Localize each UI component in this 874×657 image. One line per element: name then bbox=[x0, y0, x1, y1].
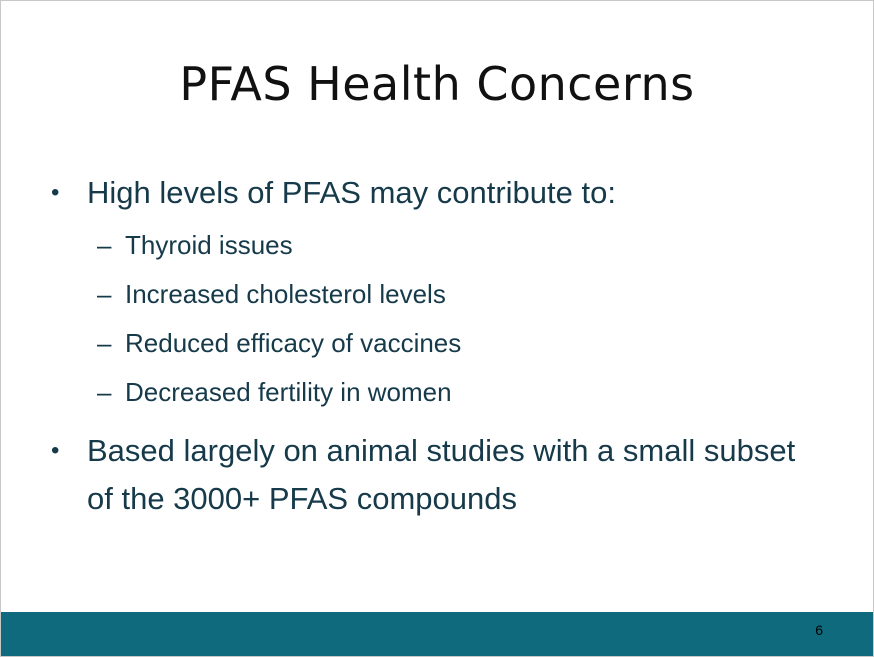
dash-icon: – bbox=[97, 230, 112, 260]
sub-bullet-text: Thyroid issues bbox=[125, 230, 293, 260]
dash-icon: – bbox=[97, 377, 112, 407]
bullet-item bbox=[51, 427, 811, 523]
sub-bullet-item bbox=[51, 368, 811, 417]
slide-body bbox=[51, 169, 811, 523]
sub-bullet-list bbox=[51, 221, 811, 417]
bullet-icon: • bbox=[51, 437, 60, 464]
page-number: 6 bbox=[815, 622, 823, 638]
bullet-text: Based largely on animal studies with a small subset of the 3000+ PFAS compounds bbox=[87, 433, 796, 516]
sub-bullet-item bbox=[51, 270, 811, 319]
sub-bullet-text: Increased cholesterol levels bbox=[125, 279, 446, 309]
slide-title: PFAS Health Concerns bbox=[179, 57, 695, 111]
sub-bullet-item bbox=[51, 221, 811, 270]
sub-bullet-text: Reduced efficacy of vaccines bbox=[125, 328, 462, 358]
sub-bullet-item bbox=[51, 319, 811, 368]
bullet-text: High levels of PFAS may contribute to: bbox=[87, 175, 616, 210]
dash-icon: – bbox=[97, 328, 112, 358]
bullet-item bbox=[51, 169, 811, 217]
bullet-icon: • bbox=[51, 179, 60, 206]
sub-bullet-text: Decreased fertility in women bbox=[125, 377, 452, 407]
footer-bar bbox=[1, 612, 873, 656]
dash-icon: – bbox=[97, 279, 112, 309]
